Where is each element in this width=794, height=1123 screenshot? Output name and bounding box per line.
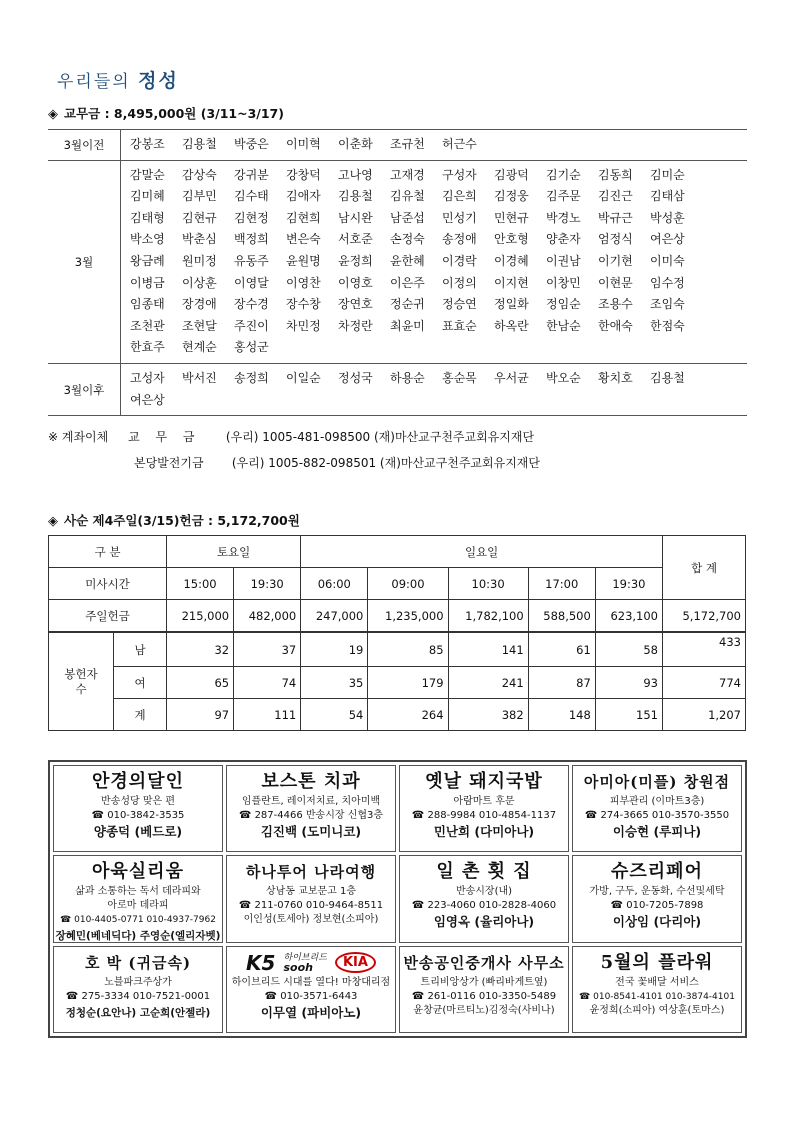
- ad-box: [399, 946, 569, 1033]
- donor-name: 하용순: [390, 370, 425, 385]
- attendance-count: 85: [368, 632, 448, 667]
- donor-name: 변은숙: [286, 232, 321, 247]
- donor-name: 김진근: [598, 189, 633, 204]
- k5-logo: [227, 950, 395, 976]
- attendance-count: 32: [167, 632, 234, 667]
- ad-owner: 김진백 (도미니코): [260, 824, 362, 839]
- donor-name: 조임숙: [650, 297, 685, 312]
- ad-line: ☎ 211-0760 010-9464-8511: [238, 900, 384, 912]
- account-note: ※ 계좌이체: [48, 430, 109, 444]
- ad-title: 아육실리움: [92, 861, 184, 883]
- ad-line: 상남동 교보문고 1층: [266, 886, 356, 898]
- donor-name: 최윤미: [390, 318, 425, 333]
- donor-name: 조현달: [182, 318, 217, 333]
- account-value-1: (우리) 1005-481-098500 (재)마산교구천주교회유지재단: [225, 430, 535, 444]
- ad-line: 아로마 데라피: [107, 900, 169, 912]
- attendance-count: 151: [595, 699, 662, 731]
- donor-name: 허근수: [442, 137, 477, 151]
- donor-name: 장연호: [338, 297, 373, 312]
- donor-name: 강봉조: [130, 137, 165, 151]
- donor-name: 박성훈: [650, 210, 685, 225]
- ad-title: 일 촌 횟 집: [436, 861, 532, 883]
- ad-line: 아람마트 후문: [453, 796, 515, 807]
- donor-name: 김주문: [546, 189, 581, 204]
- attendance-count: 264: [368, 699, 448, 731]
- donor-name: 김용철: [650, 370, 685, 385]
- donor-name: 김미순: [650, 167, 685, 182]
- attendance-count: 54: [301, 699, 368, 731]
- donor-name: 김유철: [390, 189, 425, 204]
- donor-name: 김현희: [286, 210, 321, 225]
- ad-line: 반송시장(내): [455, 886, 513, 898]
- ad-line: ☎ 274-3665 010-3570-3550: [584, 810, 730, 821]
- attendance-count: 37: [234, 632, 301, 667]
- donor-name: 김현규: [182, 210, 217, 225]
- section2-heading: [48, 511, 300, 529]
- donor-name: 김정웅: [494, 189, 529, 204]
- ad-box: [226, 765, 396, 852]
- donor-name: 안호형: [494, 232, 529, 247]
- donor-name: 고성자: [130, 370, 165, 385]
- ad-line: ☎ 010-7205-7898: [610, 900, 704, 912]
- donor-name: 민현규: [494, 210, 529, 225]
- offering-amount: 1,235,000: [368, 600, 448, 633]
- donor-name: 백정희: [234, 232, 269, 247]
- ads-grid: [48, 760, 747, 1038]
- ad-owner: 이승현 (루피나): [612, 824, 702, 839]
- donor-name: 조천관: [130, 318, 165, 333]
- ad-box: [399, 765, 569, 852]
- donor-name: 조규천: [390, 137, 425, 151]
- donor-name: 민성기: [442, 210, 477, 225]
- mass-time: 19:30: [234, 568, 301, 600]
- attendance-count: 19: [301, 632, 368, 667]
- header-sunday: 일요일: [301, 536, 663, 568]
- k5-model: K5: [246, 950, 276, 975]
- donor-name: 김태형: [130, 210, 165, 225]
- donor-name: 한효주: [130, 340, 165, 355]
- ad-box: [53, 765, 223, 852]
- ad-line: ☎ 010-8541-4101 010-3874-4101: [579, 991, 735, 1002]
- donor-name: 홍성군: [234, 340, 269, 355]
- name-list: [122, 162, 746, 362]
- donor-name: 장수창: [286, 297, 321, 312]
- attendance-count: 65: [167, 667, 234, 699]
- donor-name: 한남순: [546, 318, 581, 333]
- account-line-1: [48, 428, 534, 445]
- ad-line: ☎ 010-4405-0771 010-4937-7962: [60, 915, 216, 926]
- ad-title: 5월의 플라워: [600, 951, 714, 973]
- section2-heading-text: 사순 제4주일(3/15)헌금 : 5,172,700원: [64, 513, 300, 528]
- ad-box: [572, 855, 742, 942]
- ad-title: 보스톤 치과: [261, 771, 361, 792]
- donor-name: 차민정: [286, 318, 321, 333]
- donor-name: 주진이: [234, 318, 269, 333]
- attendance-count: 141: [448, 632, 528, 667]
- donor-name: 한점숙: [650, 318, 685, 333]
- header-gubun: 구 분: [49, 536, 167, 568]
- ad-box: [572, 946, 742, 1033]
- section1-heading-text: 교무금 : 8,495,000원 (3/11~3/17): [64, 106, 284, 121]
- diamond-icon: ◈: [48, 107, 58, 122]
- donor-name: 유동주: [234, 253, 269, 268]
- ad-box: [226, 855, 396, 942]
- offering-amount: 1,782,100: [448, 600, 528, 633]
- donor-name: 구성자: [442, 167, 477, 182]
- donor-name: 엄정식: [598, 232, 633, 247]
- offering-group-row: [48, 130, 747, 161]
- header-saturday: 토요일: [167, 536, 301, 568]
- mass-time: 17:00: [528, 568, 595, 600]
- donor-name: 서호준: [338, 232, 373, 247]
- donor-name: 표효순: [442, 318, 477, 333]
- donor-name: 박춘심: [182, 232, 217, 247]
- mass-time: 10:30: [448, 568, 528, 600]
- ad-line: ☎ 275-3334 010-7521-0001: [65, 990, 211, 1002]
- donor-name: 김현정: [234, 210, 269, 225]
- ad-owner: 양종덕 (베드로): [93, 824, 183, 839]
- mass-time-label: 미사시간: [49, 568, 167, 600]
- offering-amount: 247,000: [301, 600, 368, 633]
- donor-name: 이미숙: [650, 253, 685, 268]
- header-total: 합 계: [663, 536, 746, 600]
- account-line-2: [134, 454, 540, 471]
- account-label-2: 본당발전기금: [134, 456, 204, 470]
- kia-logo: KIA: [335, 952, 376, 973]
- donor-name: 김용철: [182, 137, 217, 151]
- donor-name: 조용수: [598, 297, 633, 312]
- mass-time: 06:00: [301, 568, 368, 600]
- donor-name: 현계순: [182, 340, 217, 355]
- ad-box: [53, 946, 223, 1033]
- donor-name: 고재경: [390, 167, 425, 182]
- name-list: [122, 131, 746, 159]
- ad-title: 옛날 돼지국밥: [425, 771, 543, 792]
- donor-name: 박규근: [598, 210, 633, 225]
- ad-owner: 민난희 (다미아나): [433, 824, 535, 839]
- page-title: [57, 66, 179, 93]
- ad-line: 윤정희(소피아) 여상훈(토마스): [589, 1004, 725, 1016]
- offering-group-row: [48, 363, 747, 415]
- ad-owner: 임영옥 (율리아나): [433, 914, 535, 930]
- attendance-count: 97: [167, 699, 234, 731]
- account-value-2: (우리) 1005-882-098501 (재)마산교구천주교회유지재단: [231, 456, 540, 470]
- donor-name: 여은상: [650, 232, 685, 247]
- ad-line: 피부관리 (이마트3층): [609, 796, 705, 807]
- donor-name: 이현문: [598, 275, 633, 290]
- donor-name: 감말순: [130, 167, 165, 182]
- attendance-count: 74: [234, 667, 301, 699]
- donor-name: 김용철: [338, 189, 373, 204]
- attendance-type: 남: [114, 632, 167, 667]
- ad-title: 반송공인중개사 사무소: [403, 953, 565, 972]
- donor-name: 박경노: [546, 210, 581, 225]
- offering-label: 주일헌금: [49, 600, 167, 633]
- attendance-count: 382: [448, 699, 528, 731]
- donor-name: 이영찬: [286, 275, 321, 290]
- title-main: 정성: [138, 70, 179, 92]
- ad-owner: 정청순(요안나) 고순희(안젤라): [65, 1006, 211, 1019]
- ad-line: 트리비앙상가 (빠리바게트옆): [420, 976, 548, 988]
- attendance-total: 1,207: [663, 699, 746, 731]
- donor-name: 김수태: [234, 189, 269, 204]
- ad-owner: 이무열 (파비아노): [260, 1004, 362, 1020]
- ad-title: 호 박 (귀금속): [84, 953, 192, 972]
- donor-name: 장수경: [234, 297, 269, 312]
- offering-table: [48, 129, 747, 416]
- donor-name: 김부민: [182, 189, 217, 204]
- group-label: 3월이전: [48, 130, 121, 161]
- donor-name: 차정란: [338, 318, 373, 333]
- attendance-total: 433: [663, 632, 746, 667]
- donor-name: 이상훈: [182, 275, 217, 290]
- donor-name: 이미혁: [286, 137, 321, 151]
- donation-table: [48, 535, 746, 731]
- donor-name: 왕금례: [130, 253, 165, 268]
- ad-owner: 장혜민(베네딕다) 주영순(엘리자벳): [55, 930, 221, 943]
- donor-name: 원미정: [182, 253, 217, 268]
- donor-name: 한애숙: [598, 318, 633, 333]
- donor-name: 이정의: [442, 275, 477, 290]
- donor-name: 이경락: [442, 253, 477, 268]
- attendance-type: 계: [114, 699, 167, 731]
- donor-name: 이기현: [598, 253, 633, 268]
- ad-box: [399, 855, 569, 942]
- donor-name: 양춘자: [546, 232, 581, 247]
- donor-name: 정일화: [494, 297, 529, 312]
- donor-name: 임종태: [130, 297, 165, 312]
- ad-title: 하나투어 나라여행: [245, 863, 377, 882]
- ad-line: ☎ 223-4060 010-2828-4060: [411, 900, 557, 912]
- offering-group-row: [48, 160, 747, 363]
- attendance-row: [49, 632, 746, 667]
- ad-line: ☎ 010-3842-3535: [91, 810, 185, 821]
- ad-line: ☎ 287-4466 반송시장 신협3층: [238, 810, 384, 821]
- donor-name: 임수정: [650, 275, 685, 290]
- ad-line: 윤창균(마르티노)김정숙(사비나): [413, 1004, 555, 1016]
- offering-amount: 623,100: [595, 600, 662, 633]
- ad-title: 아미아(미플) 창원점: [583, 773, 731, 791]
- ad-line: ☎ 010-3571-6443: [264, 990, 358, 1002]
- k5-sub: sooh: [283, 960, 313, 974]
- donor-name: 이권남: [546, 253, 581, 268]
- donor-name: 김기순: [546, 167, 581, 182]
- donor-name: 정임순: [546, 297, 581, 312]
- ad-title: 슈즈리페어: [611, 861, 703, 883]
- ad-line: 임플란트, 레이저치료, 치아미백: [241, 796, 381, 807]
- donor-name: 이일순: [286, 370, 321, 385]
- mass-time: 19:30: [595, 568, 662, 600]
- ad-title: 안경의달인: [92, 771, 184, 792]
- donor-name: 박서진: [182, 370, 217, 385]
- ad-line: 반송성당 맞은 편: [101, 796, 175, 807]
- donor-name: 김애자: [286, 189, 321, 204]
- donor-name: 정승연: [442, 297, 477, 312]
- ad-box: [572, 765, 742, 852]
- donor-name: 김미혜: [130, 189, 165, 204]
- attendance-count: 179: [368, 667, 448, 699]
- attendance-row: [49, 699, 746, 731]
- attendance-label: 봉헌자수: [49, 632, 114, 731]
- donor-name: 박소영: [130, 232, 165, 247]
- diamond-icon: ◈: [48, 514, 58, 529]
- donor-name: 이병금: [130, 275, 165, 290]
- ad-line: 노블파크주상가: [104, 976, 172, 988]
- mass-time: 15:00: [167, 568, 234, 600]
- donor-name: 정순귀: [390, 297, 425, 312]
- ad-line: ☎ 288-9984 010-4854-1137: [411, 810, 557, 821]
- offering-amount: 588,500: [528, 600, 595, 633]
- attendance-row: [49, 667, 746, 699]
- offering-total: 5,172,700: [663, 600, 746, 633]
- donor-name: 황치호: [598, 370, 633, 385]
- donor-name: 손정숙: [390, 232, 425, 247]
- title-prefix: 우리들의: [57, 72, 131, 92]
- account-label-1: 교 무 금: [128, 430, 201, 444]
- offering-amount: 215,000: [167, 600, 234, 633]
- attendance-count: 111: [234, 699, 301, 731]
- donor-name: 윤정희: [338, 253, 373, 268]
- ad-box: [226, 946, 396, 1033]
- donor-name: 고나영: [338, 167, 373, 182]
- donor-name: 김동희: [598, 167, 633, 182]
- donor-name: 정성국: [338, 370, 373, 385]
- donor-name: 이지현: [494, 275, 529, 290]
- donor-name: 이영달: [234, 275, 269, 290]
- attendance-type: 여: [114, 667, 167, 699]
- ad-box: [53, 855, 223, 942]
- donor-name: 남시완: [338, 210, 373, 225]
- donor-name: 홍순목: [442, 370, 477, 385]
- donor-name: 감상숙: [182, 167, 217, 182]
- ad-line: 이인성(토세아) 정보현(소피아): [243, 914, 379, 926]
- attendance-count: 58: [595, 632, 662, 667]
- donor-name: 송정희: [234, 370, 269, 385]
- donor-name: 우서균: [494, 370, 529, 385]
- attendance-count: 87: [528, 667, 595, 699]
- donor-name: 이경혜: [494, 253, 529, 268]
- k5-tag: 하이브리드: [283, 952, 327, 963]
- donor-name: 이창민: [546, 275, 581, 290]
- donor-name: 박오순: [546, 370, 581, 385]
- donor-name: 이은주: [390, 275, 425, 290]
- donor-name: 이영호: [338, 275, 373, 290]
- donor-name: 강귀분: [234, 167, 269, 182]
- section1-heading: [48, 104, 284, 122]
- donor-name: 송정애: [442, 232, 477, 247]
- ad-owner: 이상임 (다리아): [612, 914, 702, 930]
- offering-amount: 482,000: [234, 600, 301, 633]
- ad-line: 전국 꽃배달 서비스: [615, 976, 699, 988]
- ad-line: 가방, 구두, 운동화, 수선및세탁: [589, 886, 725, 898]
- donor-name: 윤한혜: [390, 253, 425, 268]
- attendance-count: 93: [595, 667, 662, 699]
- ad-line: 삶과 소통하는 독서 데라피와: [75, 886, 201, 898]
- ad-line: ☎ 261-0116 010-3350-5489: [411, 990, 557, 1002]
- name-list: [122, 365, 746, 414]
- donor-name: 박중은: [234, 137, 269, 151]
- attendance-count: 61: [528, 632, 595, 667]
- donor-name: 김광덕: [494, 167, 529, 182]
- attendance-count: 148: [528, 699, 595, 731]
- donor-name: 김태삼: [650, 189, 685, 204]
- donor-name: 남준섭: [390, 210, 425, 225]
- ad-line: 하이브리드 시대를 열다! 마창대리점: [231, 976, 391, 988]
- donor-name: 강창덕: [286, 167, 321, 182]
- group-label: 3월이후: [48, 363, 121, 415]
- attendance-count: 35: [301, 667, 368, 699]
- mass-time: 09:00: [368, 568, 448, 600]
- attendance-count: 241: [448, 667, 528, 699]
- attendance-total: 774: [663, 667, 746, 699]
- donor-name: 장경애: [182, 297, 217, 312]
- donor-name: 김은희: [442, 189, 477, 204]
- donor-name: 윤원명: [286, 253, 321, 268]
- donor-name: 여은상: [130, 392, 165, 407]
- donor-name: 하옥란: [494, 318, 529, 333]
- donor-name: 이춘화: [338, 137, 373, 151]
- group-label: 3월: [48, 160, 121, 363]
